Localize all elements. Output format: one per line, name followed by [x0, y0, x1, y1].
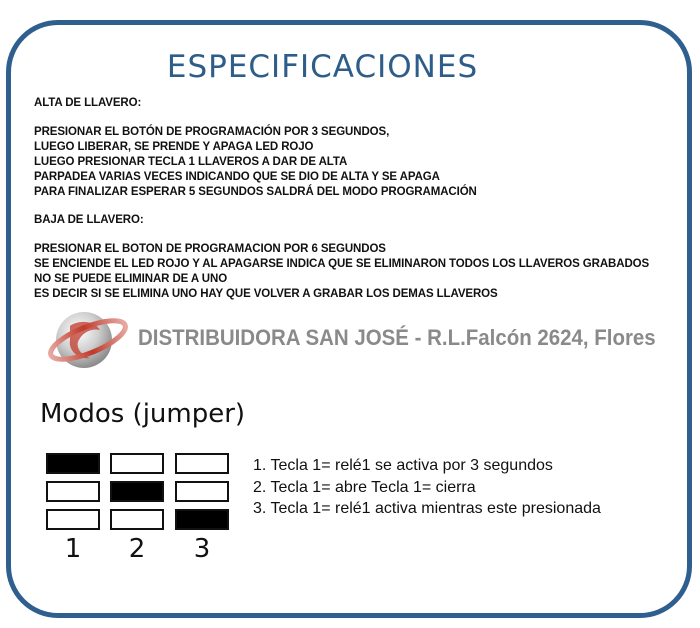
- jumper-number-3: 3: [193, 534, 211, 564]
- mode-description-1: 1. Tecla 1= relé1 se activa por 3 segundos: [253, 457, 553, 474]
- baja-line: SE ENCIENDE EL LED ROJO Y AL APAGARSE INDICA QUE SE ELIMINARON TODOS LOS LLAVEROS GRABADOS: [34, 258, 650, 270]
- jumper-pin: [175, 453, 229, 474]
- modes-title: Modos (jumper): [40, 399, 246, 429]
- jumper-number-2: 2: [128, 534, 146, 564]
- mode-description-2: 2. Tecla 1= abre Tecla 1= cierra: [253, 479, 476, 496]
- jumper-number-1: 1: [64, 534, 82, 564]
- jumper-column-2: [110, 453, 164, 537]
- jumper-pin: [175, 509, 229, 530]
- baja-heading: BAJA DE LLAVERO:: [34, 214, 144, 226]
- alta-line: PRESIONAR EL BOTÓN DE PROGRAMACIÓN POR 3 SEGUNDOS,: [34, 126, 390, 138]
- company-banner: [48, 306, 668, 376]
- baja-line: NO SE PUEDE ELIMINAR DE A UNO: [34, 273, 228, 285]
- alta-heading: ALTA DE LLAVERO:: [34, 97, 142, 109]
- company-name: DISTRIBUIDORA SAN JOSÉ - R.L.Falcón 2624, Flores: [138, 325, 656, 350]
- mode-description-3: 3. Tecla 1= relé1 activa mientras este presionada: [253, 500, 601, 517]
- baja-line: PRESIONAR EL BOTON DE PROGRAMACION POR 6 SEGUNDOS: [34, 243, 386, 255]
- alta-line: LUEGO PRESIONAR TECLA 1 LLAVEROS A DAR DE ALTA: [34, 156, 348, 168]
- page-title: ESPECIFICACIONES: [166, 49, 479, 85]
- jumper-column-3: [175, 453, 229, 537]
- jumper-pin: [110, 509, 164, 530]
- jumper-pin: [46, 453, 100, 474]
- jumper-pin: [175, 481, 229, 502]
- jumper-pin: [46, 481, 100, 502]
- jumper-pin: [110, 481, 164, 502]
- alta-line: PARA FINALIZAR ESPERAR 5 SEGUNDOS SALDRÁ DEL MODO PROGRAMACIÓN: [34, 186, 477, 198]
- alta-line: LUEGO LIBERAR, SE PRENDE Y APAGA LED ROJO: [34, 141, 314, 153]
- jumper-column-1: [46, 453, 100, 537]
- alta-line: PARPADEA VARIAS VECES INDICANDO QUE SE DIO DE ALTA Y SE APAGA: [34, 171, 440, 183]
- jumper-pin: [46, 509, 100, 530]
- company-logo-icon: [48, 306, 138, 376]
- baja-line: ES DECIR SI SE ELIMINA UNO HAY QUE VOLVER A GRABAR LOS DEMAS LLAVEROS: [34, 288, 498, 300]
- jumper-pin: [110, 453, 164, 474]
